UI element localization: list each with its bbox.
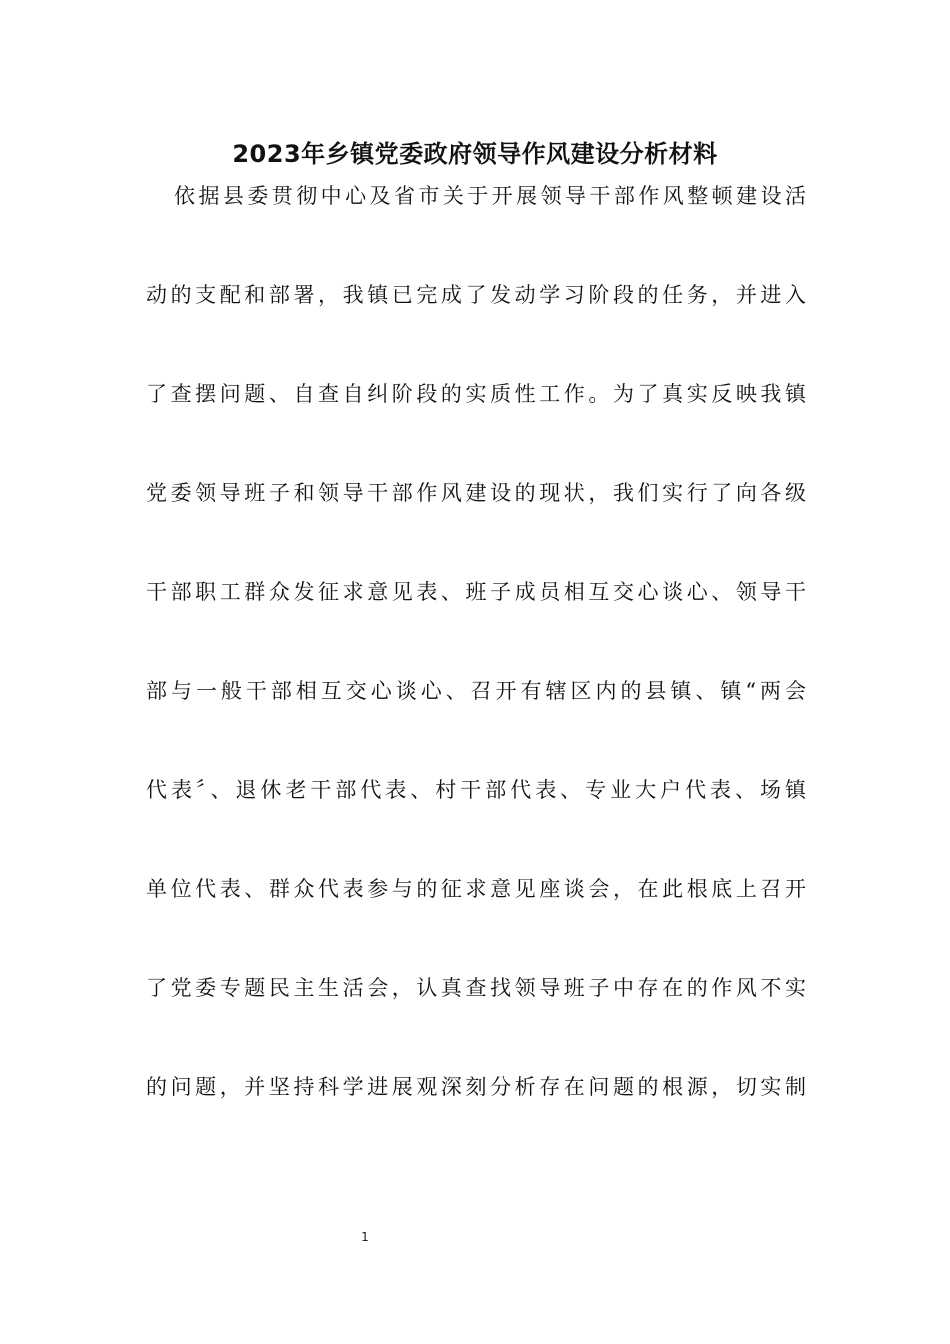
page-number: 1 [361,1230,369,1244]
body-line-4: 党委领导班子和领导干部作风建设的现状，我们实行了向各级 [146,481,806,505]
body-line-2: 动的支配和部署，我镇已完成了发动学习阶段的任务，并进入 [146,283,806,307]
body-line-10: 的问题，并坚持科学进展观深刻分析存在问题的根源，切实制 [146,1075,806,1099]
document-title: 2023年乡镇党委政府领导作风建设分析材料 [232,140,718,168]
body-line-5: 干部职工群众发征求意见表、班子成员相互交心谈心、领导干 [146,580,806,604]
body-line-1: 依据县委贯彻中心及省市关于开展领导干部作风整顿建设活 [174,184,806,208]
body-line-3: 了查摆问题、自查自纠阶段的实质性工作。为了真实反映我镇 [146,382,806,406]
body-line-7: 代表〞、退休老干部代表、村干部代表、专业大户代表、场镇 [146,778,806,802]
body-line-8: 单位代表、群众代表参与的征求意见座谈会，在此根底上召开 [146,877,806,901]
body-line-9: 了党委专题民主生活会，认真查找领导班子中存在的作风不实 [146,976,806,1000]
body-line-6: 部与一般干部相互交心谈心、召开有辖区内的县镇、镇“两会 [146,679,806,703]
